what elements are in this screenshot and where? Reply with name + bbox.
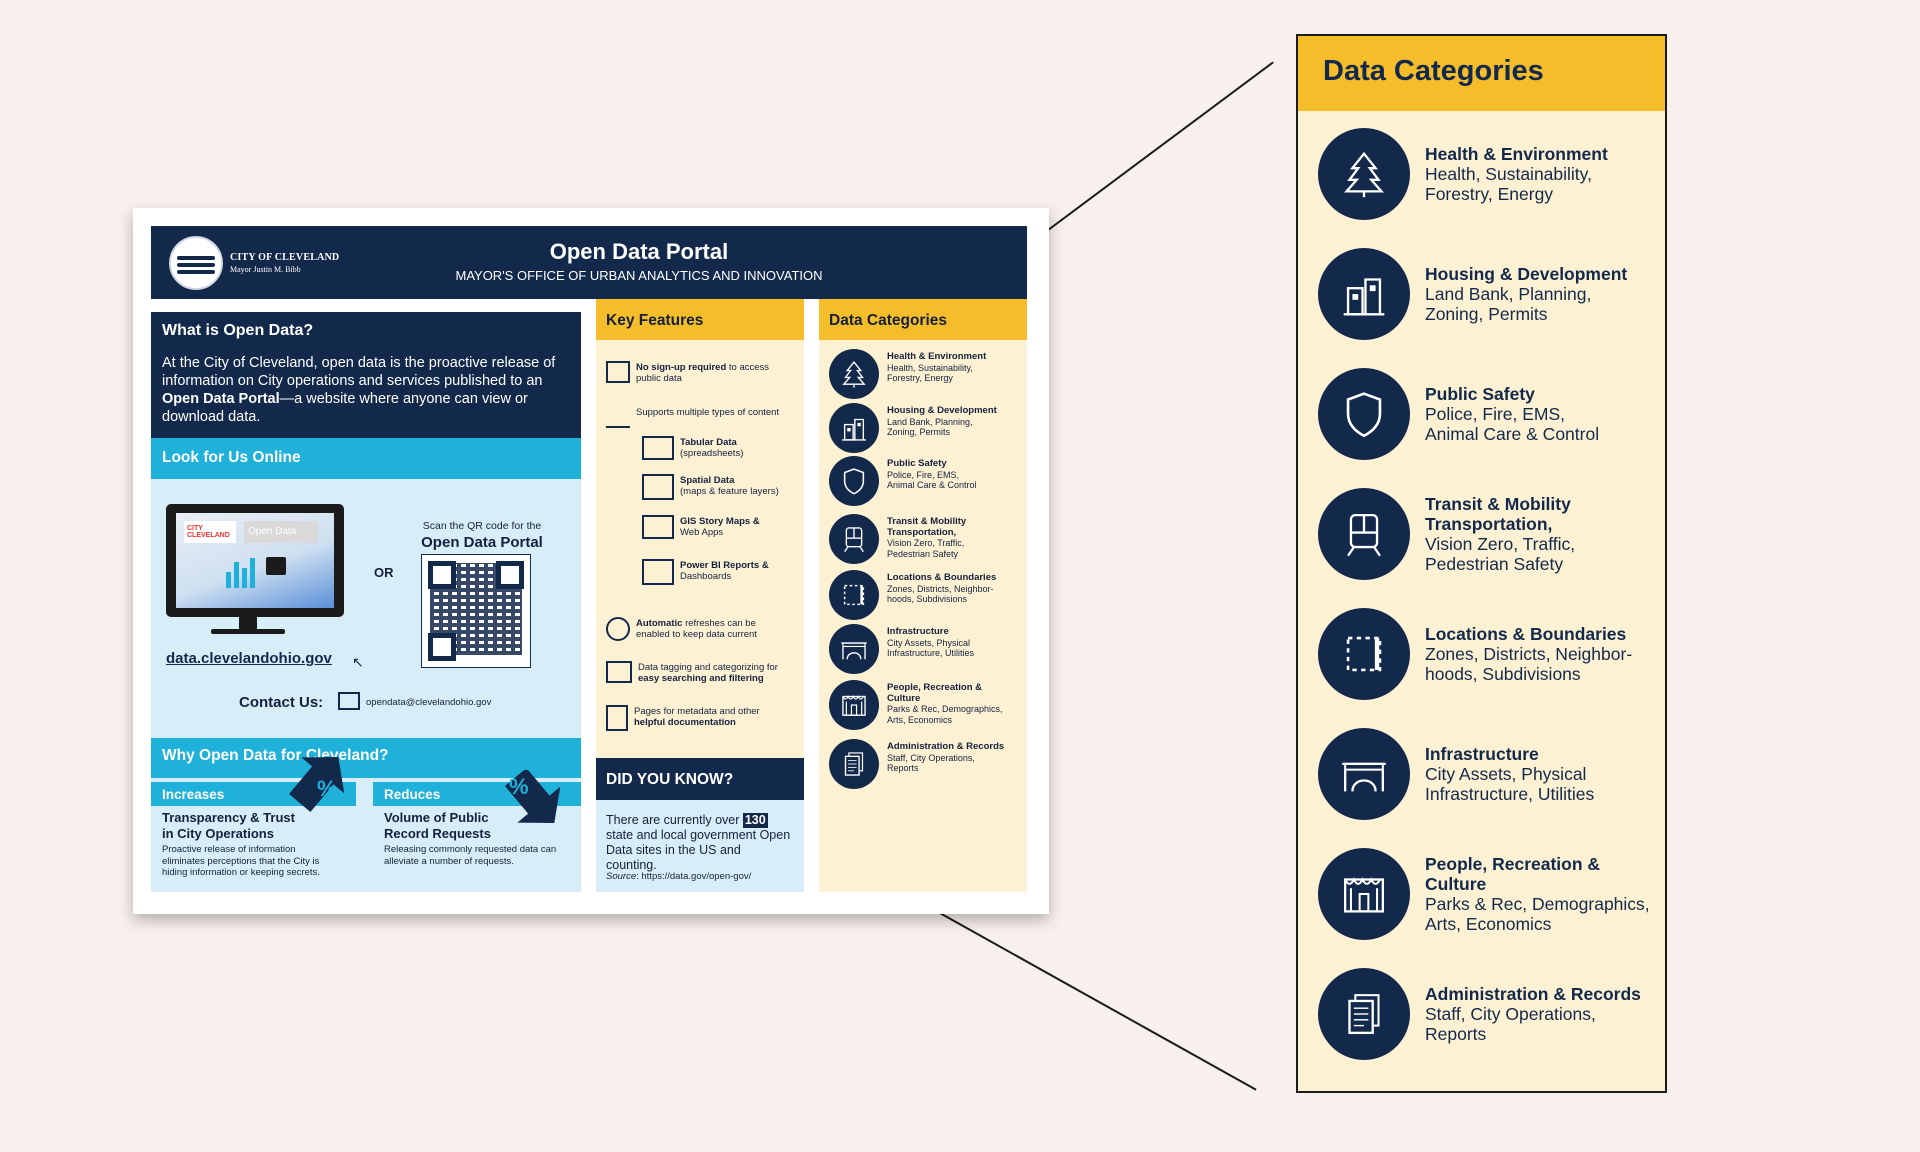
small-category-4 bbox=[829, 511, 1023, 567]
zoom-connector-bottom bbox=[913, 897, 1257, 1090]
screen-logo: CITY CLEVELAND bbox=[184, 521, 236, 543]
reduces-label: Reduces bbox=[373, 782, 581, 806]
envelope-icon bbox=[338, 692, 360, 710]
key-features-heading: Key Features bbox=[596, 299, 804, 340]
what-heading: What is Open Data? bbox=[162, 322, 314, 339]
portal-url-link[interactable]: data.clevelandohio.gov bbox=[166, 650, 332, 667]
reduces-block: Volume of Public Record Requests Releasing commonly requested data can alleviate a number of requests. bbox=[384, 810, 557, 867]
category-icon-circle bbox=[1318, 488, 1410, 580]
zoom-category-title: Locations & Boundaries bbox=[1425, 623, 1627, 644]
refresh-icon bbox=[606, 617, 630, 641]
svg-text:%: % bbox=[317, 776, 337, 801]
document-icon bbox=[606, 705, 628, 731]
zoom-category-desc: Health, Sustainability, Forestry, Energy bbox=[1425, 163, 1592, 204]
documents-icon bbox=[837, 747, 871, 781]
category-icon-circle bbox=[829, 739, 879, 789]
small-category-desc: Vision Zero, Traffic, Pedestrian Safety bbox=[887, 538, 965, 559]
zoom-category-desc: Zones, Districts, Neighbor- hoods, Subdivisions bbox=[1425, 643, 1633, 684]
small-category-desc: Zones, Districts, Neighbor- hoods, Subdivisions bbox=[887, 583, 994, 604]
lock-icon bbox=[266, 557, 286, 575]
contact-email[interactable]: opendata@clevelandohio.gov bbox=[366, 697, 492, 708]
small-category-desc: Police, Fire, EMS, Animal Care & Control bbox=[887, 469, 977, 490]
zoom-category-title: Infrastructure bbox=[1425, 743, 1539, 764]
small-category-title: Public Safety bbox=[887, 458, 947, 469]
train-icon bbox=[837, 522, 871, 556]
what-text: At the City of Cleveland, open data is the proactive release of information on City operations and services published to an Open Data Portal—a website where anyone can view or download data. bbox=[162, 355, 556, 425]
no-signup-icon bbox=[606, 361, 630, 383]
small-category-desc: Health, Sustainability, Forestry, Energy bbox=[887, 362, 973, 383]
story-map-icon bbox=[642, 515, 674, 539]
shield-icon bbox=[1335, 385, 1393, 443]
tree-icon bbox=[1335, 145, 1393, 203]
small-category-title: People, Recreation & Culture bbox=[887, 682, 983, 704]
small-category-title: Transit & Mobility Transportation, bbox=[887, 516, 967, 538]
zoom-category-title: Public Safety bbox=[1425, 383, 1535, 404]
feature-item: Automatic refreshes can be enabled to keep data current bbox=[636, 618, 757, 640]
small-category-title: Health & Environment bbox=[887, 351, 987, 362]
scan-text: Scan the QR code for the bbox=[422, 520, 542, 532]
small-category-2 bbox=[829, 400, 1023, 456]
small-category-title: Infrastructure bbox=[887, 626, 949, 637]
column-key-features bbox=[596, 299, 804, 892]
small-category-1 bbox=[829, 346, 1023, 402]
category-icon-circle bbox=[1318, 368, 1410, 460]
zoom-category-title: Transit & Mobility Transportation, bbox=[1425, 493, 1571, 534]
zoom-category-5 bbox=[1318, 608, 1663, 708]
screen-panel: Open Data bbox=[244, 521, 318, 543]
monitor-illustration bbox=[166, 504, 344, 617]
zoom-category-2 bbox=[1318, 248, 1663, 348]
category-icon-circle bbox=[829, 624, 879, 674]
small-category-6 bbox=[829, 621, 1023, 677]
category-icon-circle bbox=[829, 570, 879, 620]
feature-item: Power BI Reports & Dashboards bbox=[680, 560, 769, 582]
small-category-desc: Land Bank, Planning, Zoning, Permits bbox=[887, 416, 973, 437]
small-category-7 bbox=[829, 677, 1023, 733]
zoom-category-4 bbox=[1318, 488, 1663, 588]
qr-code[interactable] bbox=[421, 554, 531, 668]
feature-item: Tabular Data (spreadsheets) bbox=[680, 437, 744, 459]
flyer-header bbox=[151, 226, 1027, 299]
bar-chart-icon bbox=[606, 406, 630, 428]
zoom-category-title: People, Recreation & Culture bbox=[1425, 853, 1601, 894]
feature-item: Pages for metadata and other helpful documentation bbox=[634, 706, 760, 728]
feature-item: Data tagging and categorizing for easy searching and filtering bbox=[638, 662, 778, 684]
feature-item: No sign-up required to access public data bbox=[636, 362, 770, 384]
category-icon-circle bbox=[1318, 848, 1410, 940]
column-what-is-open-data bbox=[151, 312, 581, 892]
up-arrow-icon bbox=[289, 748, 349, 812]
shield-icon bbox=[837, 464, 871, 498]
sites-count-badge: 130 bbox=[744, 813, 766, 827]
small-category-title: Housing & Development bbox=[887, 405, 997, 416]
zoom-category-8 bbox=[1318, 968, 1663, 1068]
did-you-know-body: There are currently over 130 state and local government Open Data sites in the US and counting. Source: https://data.gov/open-gov/ bbox=[596, 800, 804, 892]
qr-title: Open Data Portal bbox=[421, 534, 543, 551]
open-data-flyer bbox=[133, 208, 1049, 914]
small-category-desc: Parks & Rec, Demographics, Arts, Economics bbox=[887, 704, 1003, 725]
zoom-category-title: Administration & Records bbox=[1425, 983, 1641, 1004]
feature-item: Supports multiple types of content bbox=[636, 407, 780, 418]
small-category-title: Administration & Records bbox=[887, 741, 1005, 752]
category-icon-circle bbox=[829, 403, 879, 453]
zoom-category-desc: City Assets, Physical Infrastructure, Utilities bbox=[1425, 763, 1595, 804]
zoom-category-desc: Staff, City Operations, Reports bbox=[1425, 1003, 1596, 1044]
table-icon bbox=[642, 436, 674, 460]
flyer-subtitle: MAYOR'S OFFICE OF URBAN ANALYTICS AND INNOVATION bbox=[455, 268, 823, 283]
look-online-bar: Look for Us Online bbox=[151, 438, 581, 479]
mayor-name: Mayor Justin M. Bibb bbox=[230, 265, 301, 274]
increases-block: Transparency & Trust in City Operations Proactive release of information eliminates perceptions that the City is hiding information or keeping secrets. bbox=[162, 810, 320, 878]
zoom-header: Data Categories bbox=[1298, 36, 1665, 111]
city-seal-icon bbox=[169, 236, 223, 290]
feature-item: Spatial Data (maps & feature layers) bbox=[680, 475, 779, 497]
zoom-category-desc: Police, Fire, EMS, Animal Care & Control bbox=[1425, 403, 1600, 444]
category-icon-circle bbox=[1318, 608, 1410, 700]
increases-label: Increases bbox=[151, 782, 356, 806]
folder-icon bbox=[606, 661, 632, 683]
boundary-icon bbox=[837, 578, 871, 612]
category-icon-circle bbox=[829, 680, 879, 730]
theater-icon bbox=[837, 688, 871, 722]
column-data-categories bbox=[819, 299, 1027, 892]
contact-label: Contact Us: bbox=[239, 694, 324, 711]
data-categories-zoom-panel bbox=[1296, 34, 1667, 1093]
why-open-data-bar: Why Open Data for Cleveland? bbox=[151, 738, 581, 778]
theater-icon bbox=[1335, 865, 1393, 923]
svg-text:%: % bbox=[509, 774, 529, 799]
category-icon-circle bbox=[1318, 128, 1410, 220]
bridge-icon bbox=[837, 632, 871, 666]
zoom-category-1 bbox=[1318, 128, 1663, 228]
what-is-open-data-box bbox=[151, 312, 581, 438]
data-categories-heading: Data Categories bbox=[819, 299, 1027, 340]
zoom-category-3 bbox=[1318, 368, 1663, 468]
small-category-desc: City Assets, Physical Infrastructure, Utilities bbox=[887, 637, 975, 658]
small-category-title: Locations & Boundaries bbox=[887, 572, 997, 583]
category-icon-circle bbox=[829, 514, 879, 564]
small-category-desc: Staff, City Operations, Reports bbox=[887, 752, 975, 773]
category-icon-circle bbox=[1318, 248, 1410, 340]
buildings-icon bbox=[837, 411, 871, 445]
feature-item: GIS Story Maps & Web Apps bbox=[680, 516, 760, 538]
source-citation: Source: https://data.gov/open-gov/ bbox=[606, 871, 752, 882]
small-category-3 bbox=[829, 453, 1023, 509]
or-label: OR bbox=[374, 565, 394, 580]
flyer-title: Open Data Portal bbox=[549, 239, 729, 264]
cursor-arrow-icon: ↖ bbox=[352, 654, 364, 670]
city-name: CITY OF CLEVELAND bbox=[230, 252, 340, 263]
map-icon bbox=[642, 474, 674, 500]
bridge-icon bbox=[1335, 745, 1393, 803]
zoom-category-desc: Land Bank, Planning, Zoning, Permits bbox=[1425, 283, 1592, 324]
small-category-5 bbox=[829, 567, 1023, 623]
power-bi-icon bbox=[642, 559, 674, 585]
tree-icon bbox=[837, 357, 871, 391]
zoom-category-desc: Vision Zero, Traffic, Pedestrian Safety bbox=[1425, 533, 1576, 574]
zoom-category-desc: Parks & Rec, Demographics, Arts, Economics bbox=[1425, 893, 1650, 934]
category-icon-circle bbox=[829, 456, 879, 506]
category-icon-circle bbox=[1318, 968, 1410, 1060]
documents-icon bbox=[1335, 985, 1393, 1043]
zoom-category-7 bbox=[1318, 848, 1663, 948]
boundary-icon bbox=[1335, 625, 1393, 683]
small-category-8 bbox=[829, 736, 1023, 792]
zoom-category-title: Housing & Development bbox=[1425, 263, 1628, 284]
zoom-category-title: Health & Environment bbox=[1425, 143, 1608, 164]
train-icon bbox=[1335, 505, 1393, 563]
buildings-icon bbox=[1335, 265, 1393, 323]
zoom-category-6 bbox=[1318, 728, 1663, 828]
did-you-know-heading: DID YOU KNOW? bbox=[596, 758, 804, 800]
category-icon-circle bbox=[1318, 728, 1410, 820]
category-icon-circle bbox=[829, 349, 879, 399]
